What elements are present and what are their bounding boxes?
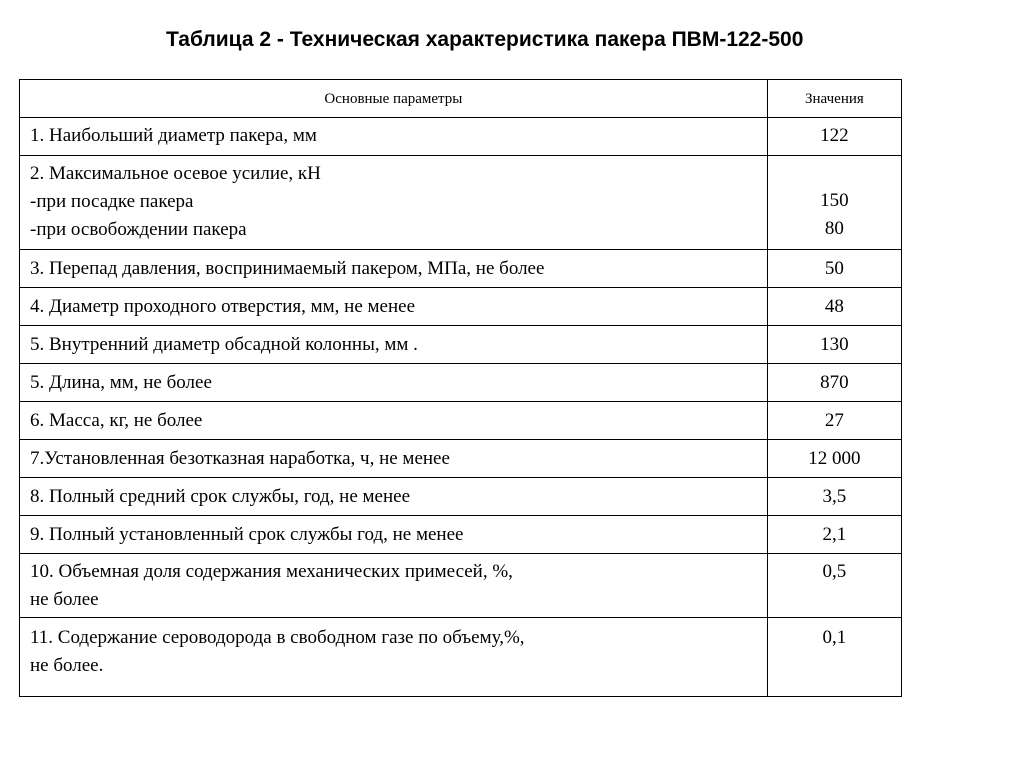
param-text: не более [30,589,99,610]
value-text: 0,1 [822,627,847,648]
value-cell [767,402,901,440]
table-row [20,326,902,364]
param-cell [20,288,768,326]
param-text: -при освобождении пакера [30,219,247,240]
param-text: 5. Длина, мм, не более [30,371,212,393]
table-row [20,618,902,697]
value-text: 27 [824,409,844,431]
value-text: 48 [824,295,844,317]
param-cell [20,618,768,697]
value-text: 122 [820,125,849,146]
param-text: 1. Наибольший диаметр пакера, мм [30,125,317,146]
value-cell [767,288,901,326]
value-text: 80 [824,218,844,239]
param-text: 2. Максимальное осевое усилие, кН [30,163,321,184]
value-text: 870 [820,371,849,393]
table-row [20,478,902,516]
param-text: 4. Диаметр проходного отверстия, мм, не менее [30,295,416,317]
param-cell [20,364,768,402]
table-row [20,118,902,156]
table-row [20,440,902,478]
value-cell [767,250,901,288]
param-text: 11. Содержание сероводорода в свободном газе по объему,%, [30,627,525,648]
value-cell [767,554,901,618]
value-cell [767,156,901,250]
param-cell [20,516,768,554]
header-values: Значения [767,80,901,118]
value-cell [767,516,901,554]
param-text: 9. Полный установленный срок службы год, не менее [30,523,464,545]
table-row [20,402,902,440]
header-parameters: Основные параметры [20,80,768,118]
table-row [20,250,902,288]
spec-table [19,79,902,697]
value-text: 50 [824,257,844,279]
value-text: 12 000 [808,447,861,469]
value-cell [767,118,901,156]
param-cell [20,478,768,516]
value-cell [767,326,901,364]
value-text: 3,5 [822,485,847,507]
value-cell [767,618,901,697]
value-cell [767,364,901,402]
table-row [20,288,902,326]
value-text: 150 [820,190,849,211]
param-text: 5. Внутренний диаметр обсадной колонны, мм . [30,333,418,355]
param-text: 8. Полный средний срок службы, год, не менее [30,485,411,507]
param-cell [20,440,768,478]
value-cell [767,440,901,478]
table-row [20,156,902,250]
table-row [20,554,902,618]
param-cell [20,554,768,618]
table-title: Таблица 2 - Техническая характеристика пакера ПВМ-122-500 [166,28,804,51]
param-cell [20,326,768,364]
param-text: -при посадке пакера [30,191,194,212]
table-header-row [20,80,902,118]
value-text: 130 [820,333,849,355]
param-cell [20,118,768,156]
param-text: 7.Установленная безотказная наработка, ч, не менее [30,447,450,469]
param-text: не более. [30,655,104,676]
param-text: 3. Перепад давления, воспринимаемый пакером, МПа, не более [30,257,545,279]
param-cell [20,250,768,288]
value-cell [767,478,901,516]
table-row [20,364,902,402]
table-row [20,516,902,554]
value-text: 2,1 [822,523,847,545]
param-cell [20,402,768,440]
param-text: 10. Объемная доля содержания механических примесей, %, [30,561,513,582]
value-text: 0,5 [822,561,847,582]
param-text: 6. Масса, кг, не более [30,409,203,431]
param-cell [20,156,768,250]
